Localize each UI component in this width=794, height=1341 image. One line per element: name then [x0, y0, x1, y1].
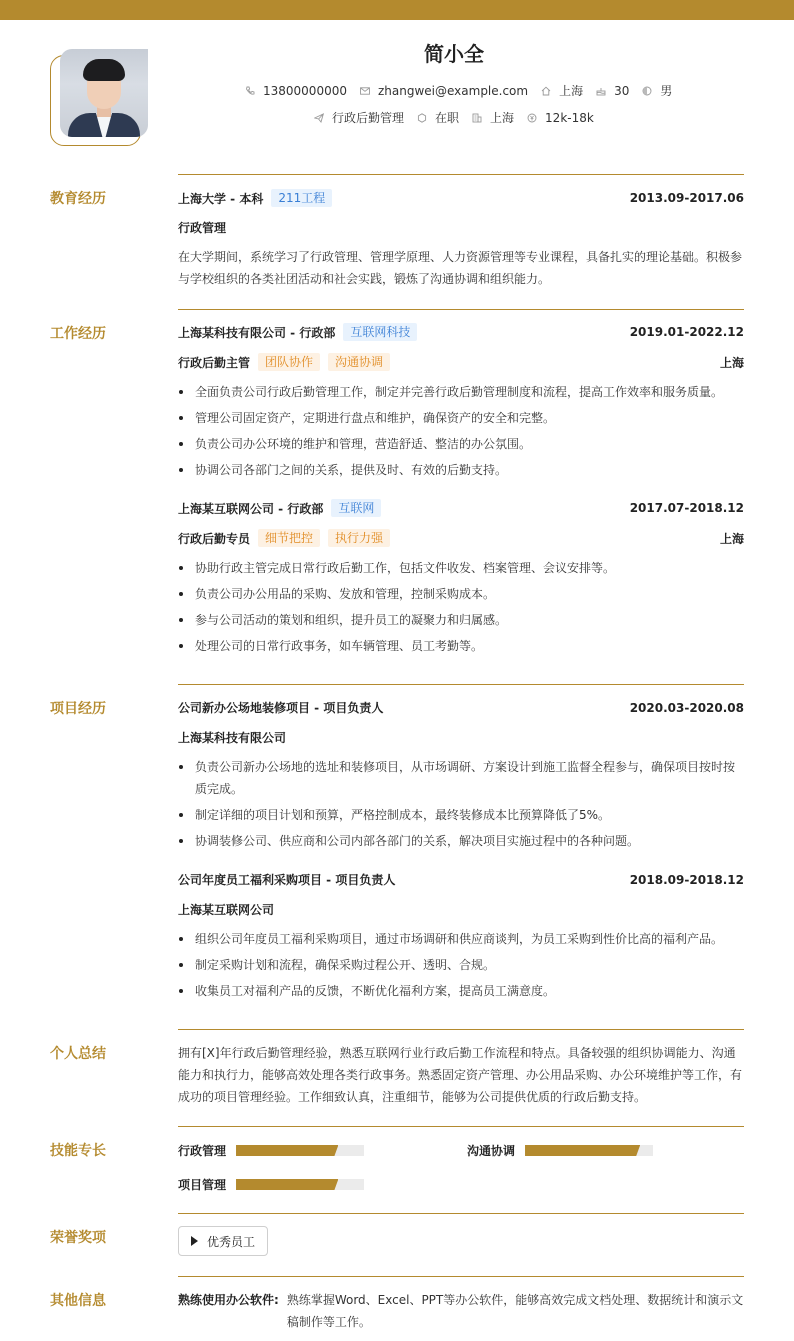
company-name: 上海某互联网公司 - 行政部 [178, 501, 324, 516]
skill-tag: 团队协作 [258, 353, 320, 371]
other-info-row [178, 1289, 744, 1333]
list-item: 参与公司活动的策划和组织，提升员工的凝聚力和归属感。 [178, 609, 744, 631]
job-title-row [178, 529, 744, 547]
industry-tag: 互联网 [331, 499, 381, 517]
list-item: 处理公司的日常行政事务，如车辆管理、员工考勤等。 [178, 635, 744, 657]
project-org: 上海某科技有限公司 [178, 731, 287, 745]
work-period: 2017.07-2018.12 [629, 501, 744, 515]
project-org-row [178, 901, 744, 918]
project-items [178, 928, 744, 1006]
project-name: 公司新办公场地装修项目 - 项目负责人 [178, 701, 384, 715]
target-city-item: 上海 [472, 109, 514, 126]
project-org-row [178, 729, 744, 746]
skill-name: 行政管理 [178, 1144, 227, 1158]
skill-bar [236, 1179, 364, 1190]
school-name: 上海大学 - 本科 [178, 191, 264, 206]
list-item: 协助行政主管完成日常行政后勤工作，包括文件收发、档案管理、会议安排等。 [178, 557, 744, 579]
skill-item [467, 1142, 653, 1159]
skill-name: 沟通协调 [467, 1144, 516, 1158]
job-intent-row [314, 109, 594, 126]
skill-item [178, 1142, 364, 1159]
summary-text: 拥有[X]年行政后勤管理经验，熟悉互联网行业行政后勤工作流程和特点。具备较强的组织协调能力、沟通能力和执行力，能够高效处理各类行政事务。熟悉固定资产管理、办公用品采购、办公环境维护等工作，有成功的项目管理经验。工作细致认真，注重细节，能够为公司提供优质的行政后勤支持。 [178, 1046, 743, 1104]
list-item: 制定采购计划和流程，确保采购过程公开、透明、合规。 [178, 954, 744, 976]
skill-bar-fill [236, 1145, 338, 1156]
education-period: 2013.09-2017.06 [629, 191, 744, 205]
skill-bar-fill [525, 1145, 640, 1156]
phone-icon [245, 86, 255, 96]
section-divider [178, 1126, 744, 1127]
section-title: 教育经历 [50, 191, 106, 207]
contact-row [245, 82, 672, 99]
project-org: 上海某互联网公司 [178, 903, 275, 917]
list-item: 制定详细的项目计划和预算，严格控制成本，最终装修成本比预算降低了5%。 [178, 804, 744, 826]
projects-section [50, 684, 744, 1014]
location-item: 上海 [541, 82, 583, 99]
project-header [178, 699, 744, 716]
education-description: 在大学期间，系统学习了行政管理、管理学原理、人力资源管理等专业课程，具备扎实的理论基础。积极参与学校组织的各类社团活动和社会实践，锻炼了沟通协调和组织能力。 [178, 250, 743, 286]
section-divider [178, 174, 744, 175]
section-title: 其他信息 [50, 1293, 106, 1309]
skill-tag: 细节把控 [258, 529, 320, 547]
candidate-name: 简小全 [424, 42, 484, 66]
list-item: 收集员工对福利产品的反馈，不断优化福利方案，提高员工满意度。 [178, 980, 744, 1002]
skill-bar [525, 1145, 653, 1156]
company-name: 上海某科技有限公司 - 行政部 [178, 325, 336, 340]
award-label: 优秀员工 [207, 1234, 256, 1249]
award-chip[interactable] [178, 1226, 268, 1256]
major: 行政管理 [178, 221, 227, 235]
project-header [178, 871, 744, 888]
major-row [178, 219, 744, 236]
status-icon [417, 113, 427, 123]
section-title: 项目经历 [50, 701, 106, 717]
section-divider [178, 1029, 744, 1030]
status-item: 在职 [417, 109, 459, 126]
list-item: 组织公司年度员工福利采购项目，通过市场调研和供应商谈判，为员工采购到性价比高的福利产品。 [178, 928, 744, 950]
target-job-item: 行政后勤管理 [314, 109, 404, 126]
money-icon [527, 113, 537, 123]
top-accent-bar [0, 0, 794, 20]
send-icon [314, 113, 324, 123]
email-item: zhangwei@example.com [360, 84, 528, 98]
skill-item [178, 1176, 364, 1193]
other-info-value: 熟练掌握Word、Excel、PPT等办公软件，能够高效完成文档处理、数据统计和演示文稿制作等工作。 [286, 1293, 744, 1329]
education-section [50, 174, 744, 294]
work-city: 上海 [719, 355, 744, 370]
section-title: 技能专长 [50, 1143, 106, 1159]
list-item: 负责公司办公环境的维护和管理，营造舒适、整洁的办公氛围。 [178, 433, 744, 455]
mail-icon [360, 86, 370, 96]
work-duties [178, 381, 744, 485]
work-duties [178, 557, 744, 661]
phone-item: 13800000000 [245, 84, 347, 98]
job-title-row [178, 353, 744, 371]
section-divider [178, 684, 744, 685]
project-period: 2020.03-2020.08 [629, 700, 744, 715]
skill-name: 项目管理 [178, 1178, 227, 1192]
skill-bar-fill [236, 1179, 338, 1190]
building-icon [472, 113, 482, 123]
work-city: 上海 [719, 531, 744, 546]
list-item: 管理公司固定资产，定期进行盘点和维护，确保资产的安全和完整。 [178, 407, 744, 429]
list-item: 负责公司办公用品的采购、发放和管理，控制采购成本。 [178, 583, 744, 605]
section-divider [178, 309, 744, 310]
summary-section [50, 1029, 744, 1119]
awards-section [50, 1213, 744, 1263]
age-item: 30 [596, 84, 629, 98]
skill-tag: 执行力强 [328, 529, 390, 547]
section-title: 个人总结 [50, 1046, 106, 1062]
job-title: 行政后勤主管 [178, 355, 251, 370]
school-tag: 211工程 [271, 189, 332, 207]
other-info-label: 熟练使用办公软件: [178, 1293, 279, 1307]
work-section [50, 309, 744, 669]
project-name: 公司年度员工福利采购项目 - 项目负责人 [178, 873, 396, 887]
salary-item: 12k-18k [527, 111, 594, 125]
other-section [50, 1276, 744, 1336]
work-header [178, 499, 744, 517]
section-divider [178, 1213, 744, 1214]
gender-item: 男 [642, 82, 672, 99]
play-icon [191, 1236, 198, 1246]
section-title: 荣誉奖项 [50, 1230, 106, 1246]
home-icon [541, 86, 551, 96]
skills-section [50, 1126, 744, 1206]
skill-bar [236, 1145, 364, 1156]
project-items [178, 756, 744, 856]
list-item: 协调公司各部门之间的关系，提供及时、有效的后勤支持。 [178, 459, 744, 481]
industry-tag: 互联网科技 [343, 323, 417, 341]
project-period: 2018.09-2018.12 [629, 872, 744, 887]
avatar-frame [50, 55, 141, 146]
education-header [178, 189, 744, 207]
skill-tag: 沟通协调 [328, 353, 390, 371]
list-item: 全面负责公司行政后勤管理工作，制定并完善行政后勤管理制度和流程，提高工作效率和服务质量。 [178, 381, 744, 403]
section-title: 工作经历 [50, 326, 106, 342]
section-divider [178, 1276, 744, 1277]
gender-icon [642, 86, 652, 96]
work-header [178, 323, 744, 341]
job-title: 行政后勤专员 [178, 531, 251, 546]
cake-icon [596, 86, 606, 96]
work-period: 2019.01-2022.12 [629, 325, 744, 339]
list-item: 负责公司新办公场地的选址和装修项目，从市场调研、方案设计到施工监督全程参与，确保项目按时按质完成。 [178, 756, 744, 800]
list-item: 协调装修公司、供应商和公司内部各部门的关系，解决项目实施过程中的各种问题。 [178, 830, 744, 852]
